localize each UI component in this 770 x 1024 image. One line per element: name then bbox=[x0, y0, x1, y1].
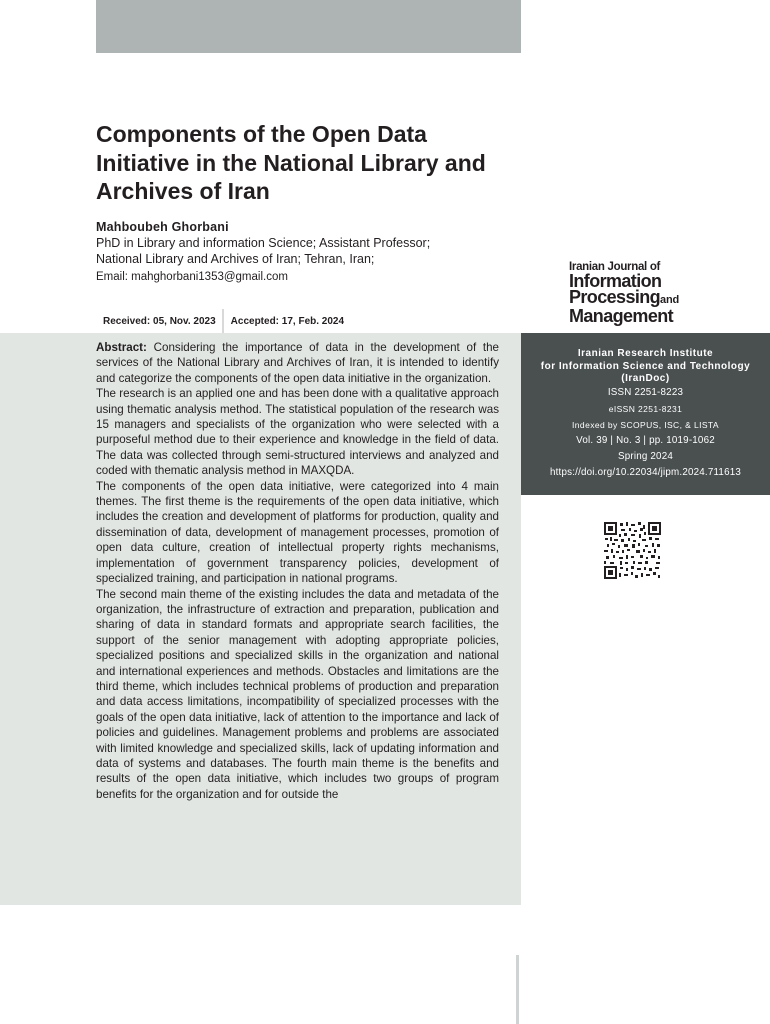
logo-line-management: Management bbox=[569, 306, 674, 326]
issn: ISSN 2251-8223 bbox=[607, 387, 684, 398]
abstract-text: Considering the importance of data in the development of the services of the National Library and Archives of Iran, it is intended to identify and categorize the components of the open data initiative in the organization. bbox=[96, 341, 500, 385]
article-dates bbox=[96, 309, 350, 333]
abstract-paragraph: The second main theme of the existing includes the data and metadata of the organization, the infrastructure of extraction and preparation, publication and sharing of data in standard formats and appropriate search facilities, the support of the senior management with adopting appropriate policies, specialized positions and specialized skills in the organization and national and international experiences and methods. Obstacles and limitations are the third theme, which includes technical problems of production and preparation and data access limitations, incompatibility of specialized processes with the goals of the open data initiative, lack of attention to the importance and lack of policies and guidelines. Management problems and problems are associated with limited knowledge and specialized skills, lack of updating information and data of systems and databases. The fourth main theme is the benefits and results of the open data initiative, which includes two groups of program benefits for the organization and for outside the bbox=[96, 587, 499, 801]
author-name: Mahboubeh Ghorbani bbox=[96, 220, 229, 234]
volume-info: Vol. 39 | No. 3 | pp. 1019-1062 bbox=[576, 435, 715, 446]
journal-logo bbox=[569, 261, 709, 324]
author-affiliation-line2: National Library and Archives of Iran; Tehran, Iran; bbox=[96, 252, 375, 266]
abstract bbox=[96, 340, 499, 802]
abstract-label: Abstract: bbox=[96, 341, 147, 354]
logo-processing-word: Processing bbox=[569, 287, 661, 307]
institute-name-line1: Iranian Research Institute bbox=[577, 348, 714, 359]
qr-code-icon[interactable] bbox=[604, 522, 661, 579]
issue-season: Spring 2024 bbox=[617, 451, 674, 462]
received-date: Received: 05, Nov. 2023 bbox=[103, 316, 216, 327]
journal-info-panel bbox=[521, 333, 770, 495]
logo-line-information: Information bbox=[569, 271, 662, 291]
abstract-paragraph: The research is an applied one and has been done with a qualitative approach using thematic analysis method. The statistical population of the research was 15 managers and specialists of the organization who were selected with a purposeful method due to their experience and knowledge in the field of data. The data was collected through semi-structured interviews and analyzed and coded with thematic analysis method in MAXQDA. bbox=[96, 387, 499, 478]
author-affiliation-line1: PhD in Library and information Science; Assistant Professor; bbox=[96, 236, 431, 250]
article-title: Components of the Open Data Initiative in the National Library and Archives of Iran bbox=[96, 121, 486, 204]
author-email[interactable]: Email: mahghorbani1353@gmail.com bbox=[96, 271, 288, 283]
abstract-paragraph bbox=[96, 340, 499, 386]
doi-link[interactable]: https://doi.org/10.22034/jipm.2024.711613 bbox=[549, 467, 742, 478]
accepted-date: Accepted: 17, Feb. 2024 bbox=[230, 316, 345, 327]
abstract-paragraph: The components of the open data initiative, were categorized into 4 main themes. The first theme is the requirements of the open data initiative, which includes the creation and development of platforms for production, quality and dissemination of data, development of management processes, promotion of open data culture, creation of intellectual property rights mechanisms, implementation of government transparency policies, development of specialized training, and participation in national programs. bbox=[96, 479, 499, 586]
page-divider bbox=[516, 955, 519, 1024]
author-block bbox=[96, 219, 516, 285]
logo-and-word: and bbox=[660, 294, 680, 306]
header-band bbox=[96, 0, 521, 53]
logo-line-iranian-journal: Iranian Journal of bbox=[569, 261, 661, 273]
indexing-info: Indexed by SCOPUS, ISC, & LISTA bbox=[572, 420, 719, 430]
institute-abbreviation: (IranDoc) bbox=[621, 373, 670, 384]
institute-name-line2: for Information Science and Technology bbox=[540, 361, 751, 372]
eissn: eISSN 2251-8231 bbox=[608, 404, 683, 414]
